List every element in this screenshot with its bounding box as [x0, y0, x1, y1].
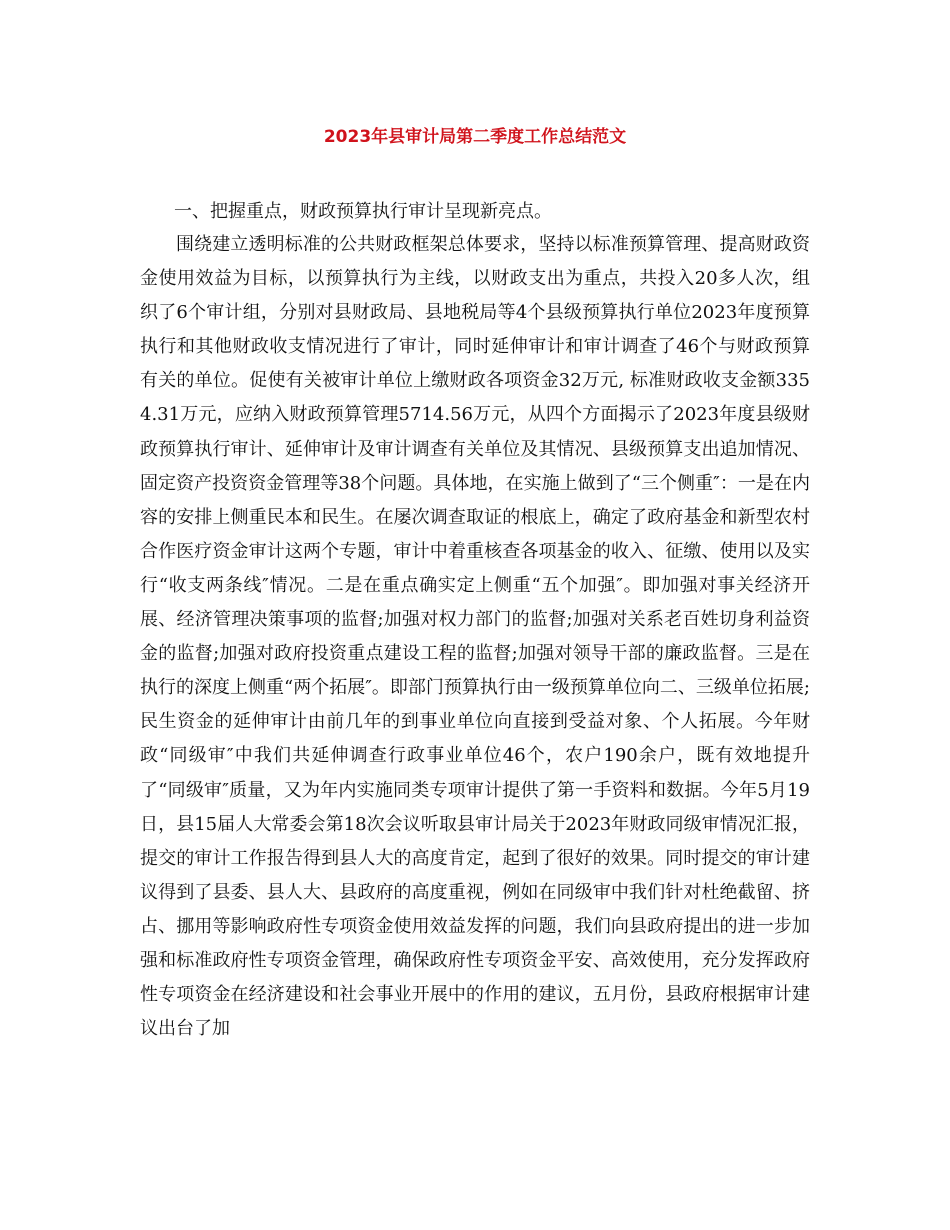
document-title: 2023年县审计局第二季度工作总结范文: [323, 127, 627, 147]
body-paragraph: 围绕建立透明标准的公共财政框架总体要求，坚持以标准预算管理、提高财政资金使用效益为目标，以预算执行为主线，以财政支出为重点，共投入20多人次，组织了6个审计组，分别对县财政局、县地税局等4个县级预算执行单位2023年度预算执行和其他财政收支情况进行了审计，同时延伸审计和审计调查了46个与财政预算有关的单位。促使有关被审计单位上缴财政各项资金32万元, 标准财政收支金额3354.31万元，应纳入财政预算管理5714.56万元，从四个方面揭示了2023年度县级财政预算执行审计、延伸审计及审计调查有关单位及其情况、县级预算支出追加情况、固定资产投资资金管理等38个问题。具体地，在实施上做到了“三个侧重″：一是在内容的安排上侧重民本和民生。在屡次调查取证的根底上，确定了政府基金和新型农村合作医疗资金审计这两个专题，审计中着重核查各项基金的收入、征缴、使用以及实行“收支两条线″情况。二是在重点确实定上侧重“五个加强″。即加强对事关经济开展、经济管理决策事项的监督;加强对权力部门的监督;加强对关系老百姓切身利益资金的监督;加强对政府投资重点建设工程的监督;加强对领导干部的廉政监督。三是在执行的深度上侧重“两个拓展″。即部门预算执行由一级预算单位向二、三级单位拓展;民生资金的延伸审计由前几年的到事业单位向直接到受益对象、个人拓展。今年财政“同级审″中我们共延伸调查行政事业单位46个，农户190余户，既有效地提升了“同级审″质量，又为年内实施同类专项审计提供了第一手资料和数据。今年5月19日，县15届人大常委会第18次会议听取县审计局关于2023年财政同级审情况汇报，提交的审计工作报告得到县人大的高度肯定，起到了很好的效果。同时提交的审计建议得到了县委、县人大、县政府的高度重视，例如在同级审中我们针对杜绝截留、挤占、挪用等影响政府性专项资金使用效益发挥的问题，我们向县政府提出的进一步加强和标准政府性专项资金管理，确保政府性专项资金平安、高效使用，充分发挥政府性专项资金在经济建设和社会事业开展中的作用的建议，五月份，县政府根据审计建议出台了加: [140, 234, 810, 1040]
section-heading: 一、把握重点，财政预算执行审计呈现新亮点。: [174, 201, 552, 222]
